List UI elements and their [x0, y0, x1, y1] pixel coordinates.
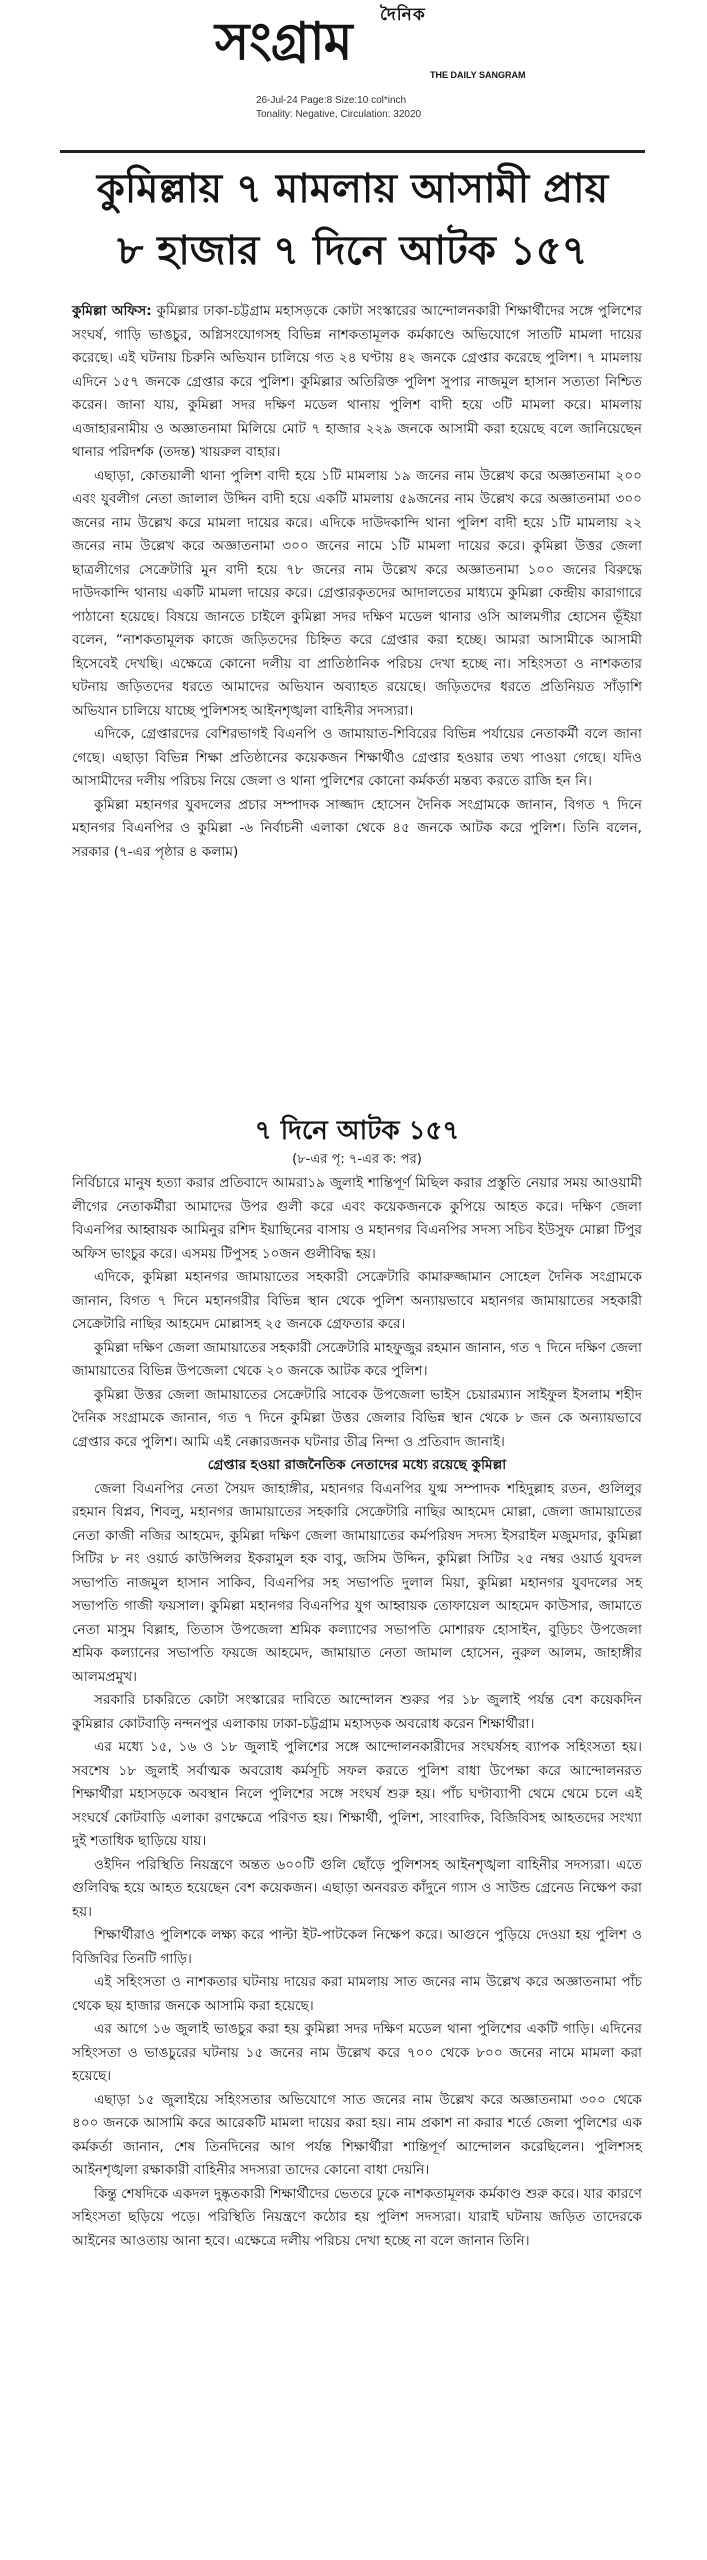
article-paragraph: এদিকে, গ্রেপ্তারদের বেশিরভাগই বিএনপি ও জামায়াত-শিবিরের বিভিন্ন পর্যায়ের নেতাকর্মী বলে জানা গেছে। এছাড়া বিভিন্ন শিক্ষা প্রতিষ্ঠানের কয়েকজন শিক্ষার্থীও গ্রেপ্তার হওয়ার তথ্য পাওয়া গেছে। যদিও আসামীদের দলীয় পরিচয় নিয়ে জেলা ও থানা পুলিশের কোনো কর্মকর্তা মন্তব্য করতে রাজি হন নি।	[72, 726, 642, 789]
newspaper-logo: সংগ্রাম	[215, 11, 352, 72]
logo-daily-label: দৈনিক	[380, 5, 426, 25]
article-paragraph: এছাড়া ১৫ জুলাইয়ে সহিংসতার অভিযোগে সাত জনের নাম উল্লেখ করে অজ্ঞাতনামা ৩০০ থেকে ৪০০ জনকে আসামি করে আরেকটি মামলা দায়ের করা হয়। নাম প্রকাশ না করার শর্তে জেলা পুলিশের এক কর্মকর্তা জানান, শেষ তিনদিনের আগ পর্যন্ত শিক্ষার্থীরা শান্তিপূর্ণ আন্দোলন করেছিলেন। পুলিশসহ আইনশৃঙ্খলা রক্ষাকারী বাহিনীর সদস্যরা তাদের কোনো বাধা দেয়নি।	[72, 2091, 642, 2178]
article-paragraph: কুমিল্লা দক্ষিণ জেলা জামায়াতের সহকারী সেক্রেটারি মাহফুজুর রহমান জানান, গত ৭ দিনে দক্ষিণ জেলা জামায়াতের বিভিন্ন উপজেলা থেকে ২০ জনকে আটক করে পুলিশ।	[72, 1339, 642, 1379]
article-paragraph: এছাড়া, কোতয়ালী থানা পুলিশ বাদী হয়ে ১টি মামলায় ১৯ জনের নাম উল্লেখ করে অজ্ঞাতনামা ২০০ এবং যুবলীগ নেতা জালাল উদ্দিন বাদী হয়ে একটি মামলায় ৫৯জনের নাম উল্লেখ করে অজ্ঞাতনামা ৩০০ জনের নাম উল্লেখ করে মামলা দায়ের করে। এদিকে দাউদকান্দি থানা পুলিশ বাদী হয়ে ১টি মামলায় ২২ জনের নাম উল্লেখ করে অজ্ঞাতনামা ৩০০ জনের নামে ১টি মামলা দায়ের করে। কুমিল্লা উত্তর জেলা ছাত্রলীগের সেক্রেটারি মুন বাদী হয়ে ৭৮ জনের নাম উল্লেখ করে অজ্ঞাতনামা ১০০ জনের বিরুদ্ধে দাউদকান্দি থানায় একটি মামলা দায়ের করে। গ্রেপ্তারকৃতদের আদালতের মাধ্যমে কুমিল্লা কেন্দ্রীয় কারাগারে পাঠানো হয়েছে। বিষয়ে জানতে চাইলে কুমিল্লা সদর দক্ষিণ মডেল থানার ওসি আলমগীর হোসেন ভূঁইয়া বলেন, “নাশকতামূলক কাজে জড়িতদের চিহ্নিত করে গ্রেপ্তার করা হচ্ছে। আমরা আসামীকে আসামী হিসেবেই দেখছি। এক্ষেত্রে কোনো দলীয় বা প্রাতিষ্ঠানিক পরিচয় দেখা হচ্ছে না। সহিংসতা ও নাশকতার ঘটনায় জড়িতদের ধরতে আমাদের অভিযান অব্যাহত রয়েছে। জড়িতদের ধরতে প্রতিনিয়ত সাঁড়াশি অভিযান চালিয়ে যাচ্ছে পুলিশসহ আইনশৃঙ্খলা বাহিনীর সদস্যরা।	[72, 467, 642, 719]
headline	[60, 150, 645, 293]
continuation-title: ৭ দিনে আটক ১৫৭	[254, 1116, 460, 1146]
headline-line-1: কুমিল্লায় ৭ মামলায় আসামী প্রায়	[96, 165, 609, 212]
article-paragraph: শিক্ষার্থীরাও পুলিশকে লক্ষ্য করে পাল্টা ইট-পাটকেল নিক্ষেপ করে। আগুনে পুড়িয়ে দেওয়া হয় পুলিশ ও বিজিবির তিনটি গাড়ি।	[72, 1927, 642, 1967]
article-body	[72, 300, 642, 864]
article-paragraph: কিন্তু শেষদিকে একদল দুষ্কৃতকারী শিক্ষার্থীদের ভেতরে ঢুকে নাশকতামূলক কর্মকাণ্ড শুরু করে। যার কারণে সহিংসতা ছড়িয়ে পড়ে। পরিস্থিতি নিয়ন্ত্রণে কঠোর হয় পুলিশ সদস্যরা। যারাই ঘটনায় জড়িত তাদেরকে আইনের আওতায় আনা হবে। এক্ষেত্রে দলীয় পরিচয় দেখা হচ্ছে না বলে জানান তিনি।	[72, 2185, 642, 2249]
continuation-body	[72, 1172, 642, 2253]
article-paragraph: সরকারি চাকরিতে কোটা সংস্কারের দাবিতে আন্দোলন শুরুর পর ১৮ জুলাই পর্যন্ত বেশ কয়েকদিন কুমিল্লার কোটবাড়ি নন্দনপুর এলাকায় ঢাকা-চট্টগ্রাম মহাসড়ক অবরোধ করেন শিক্ষার্থীরা।	[72, 1692, 642, 1732]
clipping-meta-page: 26-Jul-24 Page:8 Size:10 col*inch	[256, 95, 407, 106]
article-paragraph: জেলা বিএনপির নেতা সৈয়দ জাহাঙ্গীর, মহানগর বিএনপির যুগ্ম সম্পাদক শহিদুল্লাহ রতন, গুলিলুর রহমান বিপ্লব, শিবলু, মহানগর জামায়াতের সহকারি সেক্রেটারি নাছির আহমেদ মোল্লা, জেলা জামায়াতের নেতা কাজী নজির আহমেদ, কুমিল্লা দক্ষিণ জেলা জামায়াতের কর্মপরিষদ সদস্য ইসরাইল মজুমদার, কুমিল্লা সিটির ৮ নং ওয়ার্ড কাউন্সিলর ইকরামুল হক বাবু, জসিম উদ্দিন, কুমিল্লা সিটির ২৫ নম্বর ওয়ার্ড যুবদল সভাপতি নাজমুল হাসান সাকিব, বিএনপির সহ সভাপতি দুলাল মিয়া, কুমিল্লা মহানগর যুবদলের সহ সভাপতি গাজী ফয়সাল। কুমিল্লা মহানগর বিএনপির যুগ আহ্বায়ক তোফায়েল আহমেদ কাউসার, জামাতে নেতা মাসুম বিল্লাহ, তিতাস উপজেলা শ্রমিক কল্যাণের সভাপতি মোশারফ হোসাইন, বুড়িচং উপজেলা শ্রমিক কল্যানের সভাপতি ফয়জে আহমেদ, জামায়াত নেতা জামাল হোসেন, নুরুল আলম, জাহাঙ্গীর আলমপ্রমুখ।	[72, 1480, 642, 1685]
article-paragraph: কুমিল্লা মহানগর যুবদলের প্রচার সম্পাদক সাজ্জাদ হোসেন দৈনিক সংগ্রামকে জানান, বিগত ৭ দিনে মহানগর বিএনপির ও কুমিল্লা -৬ নির্বাচনী এলাকা থেকে ৪৫ জনকে আটক করে পুলিশ। তিনি বলেন, সরকার (৭-এর পৃষ্ঠার ৪ কলাম)	[72, 796, 642, 860]
logo-english-name: THE DAILY SANGRAM	[430, 70, 526, 80]
article-paragraph: কুমিল্লা উত্তর জেলা জামায়াতের সেক্রেটারি সাবেক উপজেলা ভাইস চেয়ারম্যান সাইফুল ইসলাম শহীদ দৈনিক সংগ্রামকে জানান, গত ৭ দিনে কুমিল্লা উত্তর জেলার বিভিন্ন স্থান থেকে ৮ জন কে অন্যায়ভাবে গ্রেপ্তার করে পুলিশ। আমি এই নেক্কারজনক ঘটনার তীব্র নিন্দা ও প্রতিবাদ জানাই।	[72, 1386, 642, 1450]
article-paragraph: এই সহিংসতা ও নাশকতার ঘটনায় দায়ের করা মামলায় সাত জনের নাম উল্লেখ করে অজ্ঞাতনামা পাঁচ থেকে ছয় হাজার জনকে আসামি করা হয়েছে।	[72, 1974, 642, 2014]
dateline: কুমিল্লা অফিস:	[72, 303, 152, 319]
clipping-meta-tonality: Tonality: Negative, Circulation: 32020	[256, 109, 422, 120]
article-paragraph: এর আগে ১৬ জুলাই ভাঙচুর করা হয় কুমিল্লা সদর দক্ষিণ মডেল থানা পুলিশের একটি গাড়ি। এদিনের সহিংসতা ও ভাঙচুরের ঘটনায় ১৫ জনের নাম উল্লেখ করে ৭০০ থেকে ৮০০ জনের নামে মামলা করা হয়েছে।	[72, 2021, 642, 2084]
article-paragraph: এদিকে, কুমিল্লা মহানগর জামায়াতের সহকারী সেক্রেটারি কামারুজ্জামান সোহেল দৈনিক সংগ্রামকে জানান, বিগত ৭ দিনে মহানগরীর বিভিন্ন স্থান থেকে পুলিশ অন্যায়ভাবে মহানগর জামায়াতের সহকারী সেক্রেটারি নাছির আহমেদ মোল্লাসহ ২৫ জনকে গ্রেফতার করে।	[72, 1269, 642, 1332]
crosshead: গ্রেপ্তার হওয়া রাজনৈতিক নেতাদের মধ্যে রয়েছে কুমিল্লা	[207, 1457, 507, 1473]
continuation-ref: (৮-এর পৃ: ৭-এর ক: পর)	[292, 1152, 422, 1167]
masthead	[0, 0, 707, 140]
article-paragraph: ওইদিন পরিস্থিতি নিয়ন্ত্রণে অন্তত ৬০০টি গুলি ছোঁড়ে পুলিশসহ আইনশৃঙ্খলা বাহিনীর সদস্যরা। এতে গুলিবিদ্ধ হয়ে আহত হয়েছেন বেশ কয়েকজন। এছাড়া অনবরত কাঁদুনে গ্যাস ও সাউন্ড গ্রেনেড নিক্ষেপ করা হয়।	[72, 1856, 642, 1920]
article-paragraph: নির্বিচারে মানুষ হত্যা করার প্রতিবাদে আমরা১৯ জুলাই শান্তিপূর্ণ মিছিল করার প্রস্তুতি নেয়ার সময় আওয়ামী লীগের নেতাকর্মীরা আমাদের উপর গুলী করে এবং কয়েকজনকে কুপিয়ে আহত করে। দক্ষিণ জেলা বিএনপির আহ্বায়ক আমিনুর রশিদ ইয়াছিনের বাসায় ও মহানগর বিএনপির সদস্য সচিব ইউসুফ মোল্লা টিপুর অফিস ভাংচুর করে। এসময় টিপুসহ ১০জন গুলীবিদ্ধ হয়।	[72, 1175, 642, 1262]
article-paragraph: এর মধ্যে ১৫, ১৬ ও ১৮ জুলাই পুলিশের সঙ্গে আন্দোলনকারীদের সংঘর্ষসহ ব্যাপক সহিংসতা হয়। সবশেষ ১৮ জুলাই সর্বাত্মক অবরোধ কর্মসূচি সফল করতে পুলিশ বাধা উপেক্ষা করে আন্দোলনরত শিক্ষার্থীরা মহাসড়কে অবস্থান নিলে পুলিশের সঙ্গে সংঘর্ষ শুরু হয়। পাঁচ ঘণ্টাব্যাপী থেমে থেমে চলে এই সংঘর্ষে কোটবাড়ি এলাকা রণক্ষেত্রে পরিণত হয়। শিক্ষার্থী, পুলিশ, সাংবাদিক, বিজিবিসহ আহতদের সংখ্যা দুই শতাধিক ছাড়িয়ে যায়।	[72, 1739, 642, 1849]
headline-line-2: ৮ হাজার ৭ দিনে আটক ১৫৭	[117, 227, 588, 274]
article-paragraph: কুমিল্লা অফিস: কুমিল্লার ঢাকা-চট্টগ্রাম মহাসড়কে কোটা সংস্কারের আন্দোলনকারী শিক্ষার্থীদের সঙ্গে পুলিশের সংঘর্ষ, গাড়ি ভাঙচুর, অগ্নিসংযোগসহ বিভিন্ন নাশকতামূলক কর্মকাণ্ডে অভিযোগে সাতটি মামলা দায়ের করেছে। এই ঘটনায় চিরুনি অভিযান চালিয়ে গত ২৪ ঘণ্টায় ৪২ জনকে গ্রেপ্তার করেছে পুলিশ। ৭ মামলায় এদিনে ১৫৭ জনকে গ্রেপ্তার করে পুলিশ। কুমিল্লার অতিরিক্ত পুলিশ সুপার নাজমুল হাসান সত্যতা নিশ্চিত করেন। জানা যায়, কুমিল্লা সদর দক্ষিণ মডেল থানায় পুলিশ বাদী হয়ে ৩টি মামলা করে। মামলায় এজাহারনামীয় ও অজ্ঞাতনামা মিলিয়ে মোট ৭ হাজার ২২৯ জনকে আসামী করা হয়েছে বলে জানিয়েছেন থানার পরিদর্শক (তদন্ত) খায়রুল বাহার।	[72, 303, 643, 460]
